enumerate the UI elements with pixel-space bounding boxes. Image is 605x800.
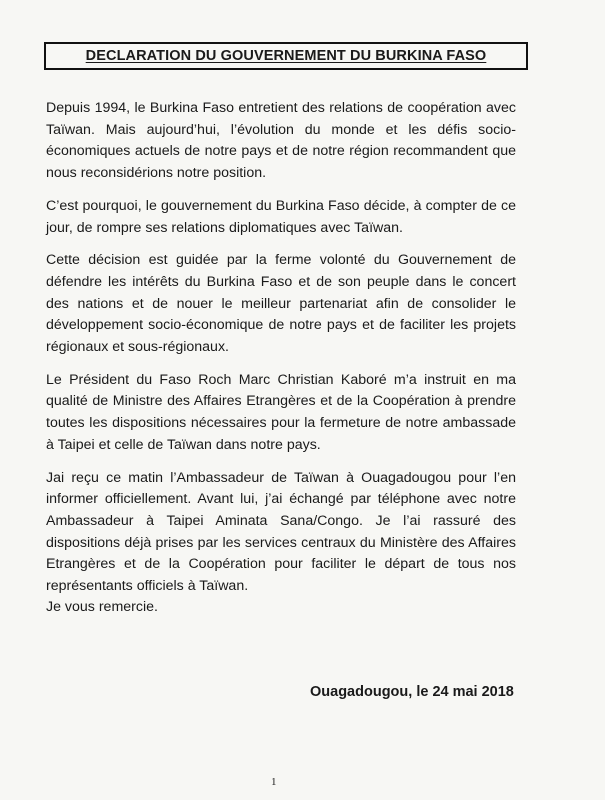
closing-remark: Je vous remercie.: [46, 599, 158, 615]
document-title: DECLARATION DU GOUVERNEMENT DU BURKINA FASO: [44, 42, 528, 70]
paragraph-3: Cette décision est guidée par la ferme volonté du Gouvernement de défendre les intérêts du Burkina Faso et de son peuple dans le concert des nations et de nouer le meilleur partenariat afin de consolider le développement socio-économique de notre pays et de faciliter les projets régionaux et sous-régionaux.: [46, 252, 516, 356]
paragraph-1: Depuis 1994, le Burkina Faso entretient des relations de coopération avec Taïwan. Mais aujourd’hui, l’évolution du monde et les défis socio-économiques actuels de notre pays et de notre région recommandent que nous reconsidérions notre position.: [46, 100, 516, 182]
page-number: 1: [271, 776, 277, 788]
paragraph-2: C’est pourquoi, le gouvernement du Burkina Faso décide, à compter de ce jour, de rompre ses relations diplomatiques avec Taïwan.: [46, 197, 516, 236]
document-body: [46, 98, 516, 609]
paragraph-5: Jai reçu ce matin l’Ambassadeur de Taïwan à Ouagadougou pour l’en informer officiellement. Avant lui, j’ai échangé par téléphone avec notre Ambassadeur à Taipei Aminata Sana/Congo. Je l’ai rassuré des dispositions déjà prises par les services centraux du Ministère des Affaires Etrangères et de la Coopération pour faciliter le départ de tous nos représentants officiels à Taïwan.: [46, 469, 516, 595]
paragraph-4: Le Président du Faso Roch Marc Christian Kaboré m’a instruit en ma qualité de Ministre des Affaires Etrangères et de la Coopération à prendre toutes les dispositions nécessaires pour la fermeture de notre ambassade à Taipei et celle de Taïwan dans notre pays.: [46, 371, 516, 453]
place-and-date: Ouagadougou, le 24 mai 2018: [310, 684, 514, 700]
